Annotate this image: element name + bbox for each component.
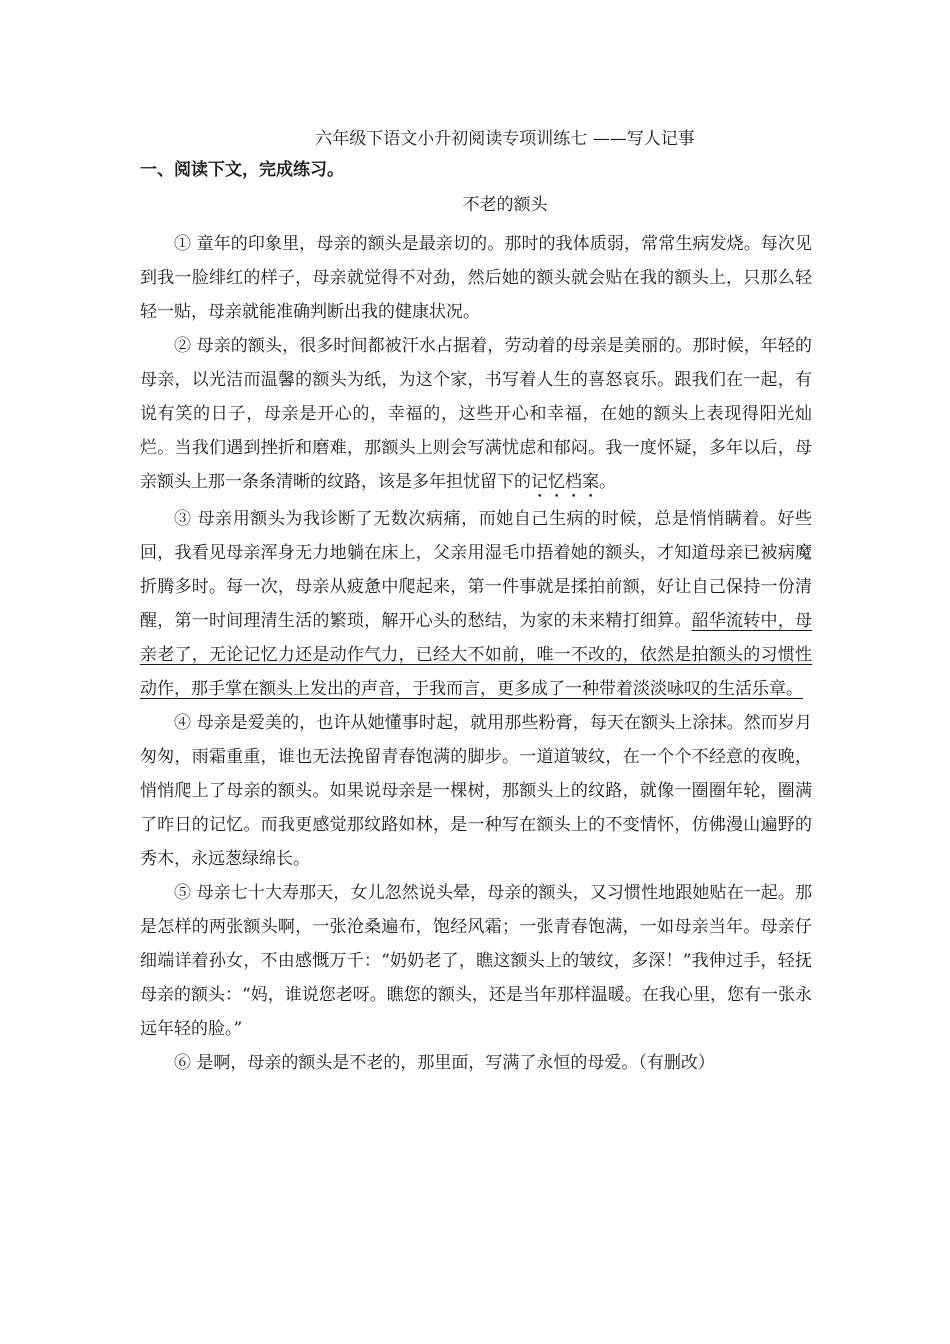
paragraph-4: ④ 母亲是爱美的，也许从她懂事时起，就用那些粉膏，每天在额头上涂抹。然而岁月匆匆，雨霜重重，谁也无法挽留青春饱满的脚步。一道道皱纹，在一个个不经意的夜晚，悄悄爬上了母亲的额头。如果说母亲是一棵树，那额头上的纹路，就像一圈圈年轮，圈满了昨日的记忆。而我更感觉那纹路如林，是一种写在额头上的不变情怀，仿佛漫山遍野的秀木，永远葱绿绵长。 — [140, 713, 812, 869]
paragraph-2-text: ② 母亲的额头，很多时间都被汗水占据着，劳动着的母亲是美丽的。那时候，年轻的母亲，以光洁而温馨的额头为纸，为这个家，书写着人生的喜怒哀乐。跟我们在一起，有说有笑的日子，母亲是开心的，幸福的，这些开心和幸福，在她的额头上表现得阳光灿烂。当我们遇到挫折和磨难，那额头上则会写满忧虑和郁闷。我一度怀疑，多年以后，母亲额头上那一条条清晰的纹路，该是多年担忧留下的 — [140, 336, 812, 492]
underlined-sentence: 韶华流转中，母亲老了，无论记忆力还是动作气力，已经大不如前，唯一不改的，依然是拍额头的习惯性动作，那手掌在额头上发出的声音，于我而言，更多成了一种带着淡淡咏叹的生活乐章。 — [140, 611, 812, 699]
paragraph-2-end: 。 — [599, 472, 616, 492]
paragraph-3 — [140, 502, 812, 706]
paragraph-2 — [140, 329, 812, 502]
paragraph-5: ⑤ 母亲七十大寿那天，女儿忽然说头晕，母亲的额头，又习惯性地跟她贴在一起。那是怎样的两张额头啊，一张沧桑遍布，饱经风霜；一张青春饱满，一如母亲当年。母亲仔细端详着孙女，不由感慨万千：“奶奶老了，瞧这额头上的皱纹，多深！”我伸过手，轻抚母亲的额头：“妈，谁说您老呀。瞧您的额头，还是当年那样温暖。在我心里，您有一张永远年轻的脸。” — [140, 883, 812, 1039]
paragraph-3-text: ③ 母亲用额头为我诊断了无数次病痛，而她自己生病的时候，总是悄悄瞒着。好些回，我看见母亲浑身无力地躺在床上，父亲用湿毛巾捂着她的额头，才知道母亲已被病魔折腾多时。每一次，母亲从疲惫中爬起来，第一件事就是揉拍前额，好让自己保持一份清醒，第一时间理清生活的繁琐，解开心头的愁结，为家的未来精打细算。 — [140, 509, 812, 631]
paragraph-6: ⑥ 是啊，母亲的额头是不老的，那里面，写满了永恒的母爱。（有删改） — [174, 1053, 715, 1073]
emphasized-phrase: 记忆档案 — [531, 472, 599, 492]
article-body — [140, 227, 812, 1080]
paragraph-1: ① 童年的印象里，母亲的额头是最亲切的。那时的我体质弱，常常生病发烧。每次见到我一脸绯红的样子，母亲就觉得不对劲，然后她的额头就会贴在我的额头上，只那么轻轻一贴，母亲就能准确判断出我的健康状况。 — [140, 234, 812, 322]
document-title: 六年级下语文小升初阅读专项训练七 ——写人记事 — [315, 129, 695, 149]
section-heading: 一、阅读下文，完成练习。 — [140, 160, 344, 180]
article-title: 不老的额头 — [462, 195, 548, 215]
